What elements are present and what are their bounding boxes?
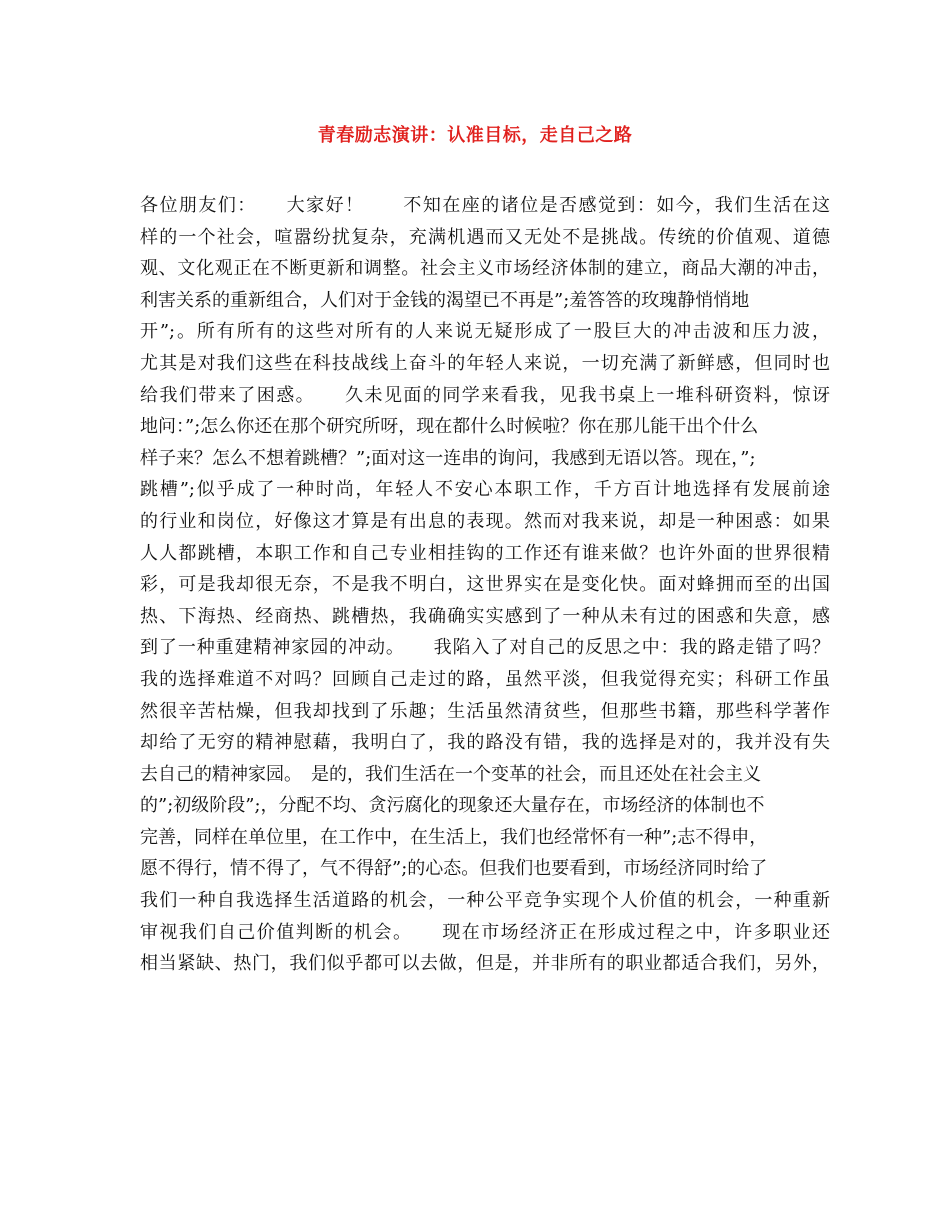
body-line: 却给了无穷的精神慰藉，我明白了，我的路没有错，我的选择是对的，我并没有失 [140, 732, 830, 754]
body-line: 给我们带来了困惑。 久未见面的同学来看我，见我书桌上一堆科研资料，惊讶 [140, 384, 830, 406]
body-line: 跳槽”;似乎成了一种时尚，年轻人不安心本职工作，千方百计地选择有发展前途 [140, 479, 830, 501]
body-line: 审视我们自己价值判断的机会。 现在市场经济正在形成过程之中，许多职业还 [140, 921, 830, 943]
body-line: 的”;初级阶段”;，分配不均、贪污腐化的现象还大量存在，市场经济的体制也不 [140, 795, 765, 817]
body-line: 相当紧缺、热门，我们似乎都可以去做，但是，并非所有的职业都适合我们，另外， [140, 953, 830, 975]
body-line: 彩，可是我却很无奈，不是我不明白，这世界实在是变化快。面对蜂拥而至的出国 [140, 574, 830, 596]
body-line: 愿不得行，情不得了，气不得舒”;的心态。但我们也要看到，市场经济同时给了 [140, 858, 768, 880]
body-line: 完善，同样在单位里，在工作中，在生活上，我们也经常怀有一种”;志不得申， [140, 826, 768, 848]
document-title: 青春励志演讲：认准目标，走自己之路 [317, 125, 633, 146]
body-line: 到了一种重建精神家园的冲动。 我陷入了对自己的反思之中：我的路走错了吗？ [140, 637, 830, 659]
body-line: 开”;。所有所有的这些对所有的人来说无疑形成了一股巨大的冲击波和压力波， [140, 321, 830, 343]
body-line: 热、下海热、经商热、跳槽热，我确确实实感到了一种从未有过的困惑和失意，感 [140, 605, 830, 627]
body-line: 我的选择难道不对吗？回顾自己走过的路，虽然平淡，但我觉得充实；科研工作虽 [140, 668, 830, 690]
body-line: 样的一个社会，喧嚣纷扰复杂，充满机遇而又无处不是挑战。传统的价值观、道德 [140, 226, 830, 248]
body-line: 利害关系的重新组合，人们对于金钱的渴望已不再是”;羞答答的玫瑰静悄悄地 [140, 289, 750, 311]
body-line: 尤其是对我们这些在科技战线上奋斗的年轻人来说，一切充满了新鲜感，但同时也 [140, 352, 830, 374]
body-line: 观、文化观正在不断更新和调整。社会主义市场经济体制的建立，商品大潮的冲击， [140, 258, 830, 280]
body-line: 各位朋友们： 大家好！ 不知在座的诸位是否感觉到：如今，我们生活在这 [140, 195, 830, 216]
body-line: 样子来？怎么不想着跳槽？”;面对这一连串的询问，我感到无语以答。现在，”; [140, 447, 756, 469]
body-line: 然很辛苦枯燥，但我却找到了乐趣；生活虽然清贫些，但那些书籍，那些科学著作 [140, 700, 830, 722]
document-body [140, 190, 830, 980]
body-line: 去自己的精神家园。 是的，我们生活在一个变革的社会，而且还处在社会主义 [140, 763, 761, 785]
body-line: 我们一种自我选择生活道路的机会，一种公平竞争实现个人价值的机会，一种重新 [140, 890, 830, 912]
body-line: 的行业和岗位，好像这才算是有出息的表现。然而对我来说，却是一种困惑：如果 [140, 510, 830, 532]
body-line: 地问：”;怎么你还在那个研究所呀，现在都什么时候啦？你在那儿能干出个什么 [140, 416, 759, 438]
body-line: 人人都跳槽，本职工作和自己专业相挂钩的工作还有谁来做？也许外面的世界很精 [140, 542, 830, 564]
